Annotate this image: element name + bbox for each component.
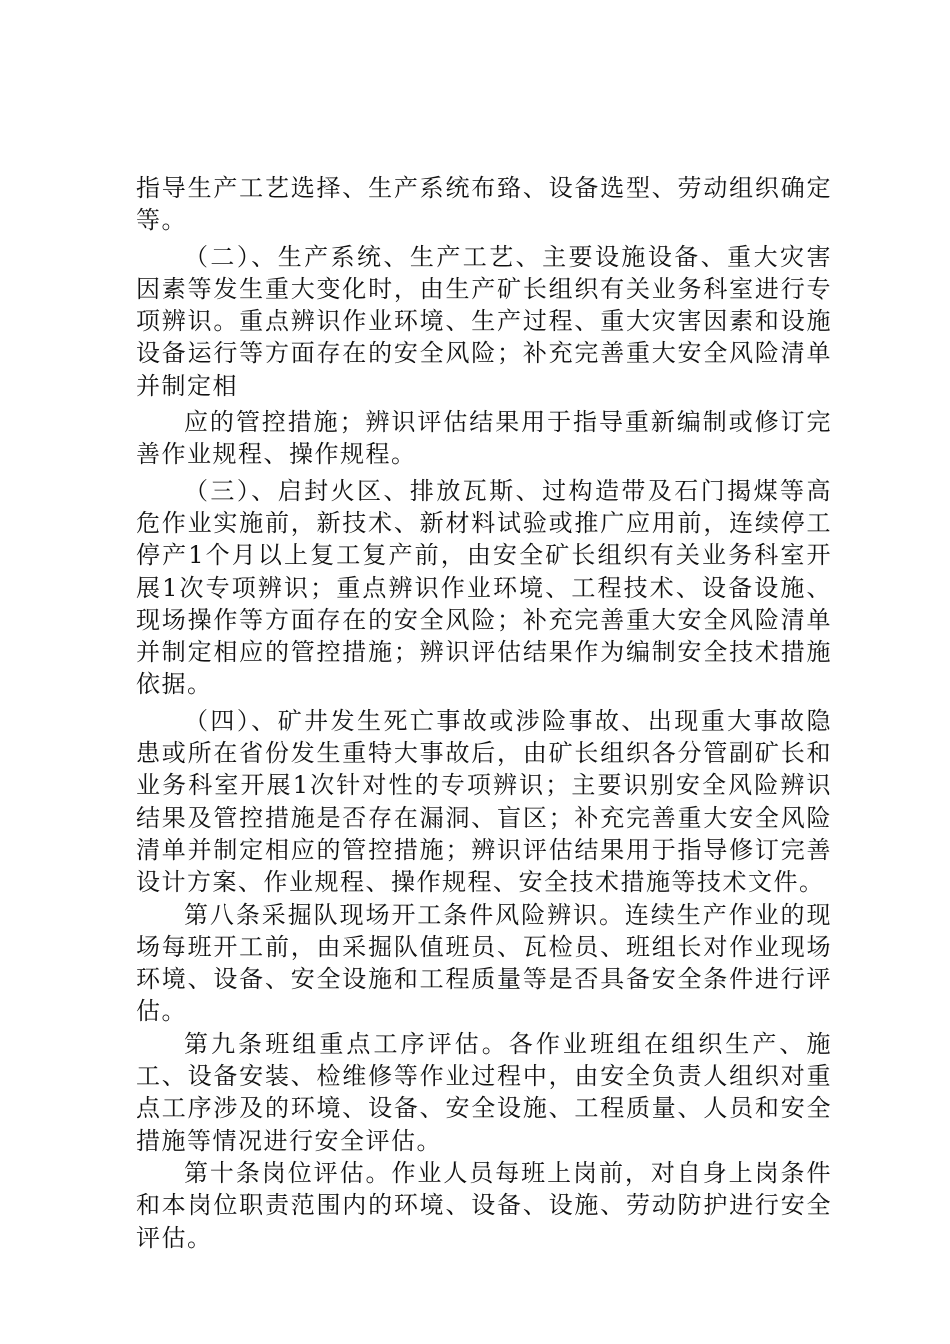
paragraph-article-9: 第九条班组重点工序评估。各作业班组在组织生产、施工、设备安装、检维修等作业过程中，由安全负责人组织对重点工序涉及的环境、设备、安全设施、工程质量、人员和安全措施等情况进行安全评估。 (136, 1029, 832, 1155)
paragraph-article-8: 第八条采掘队现场开工条件风险辨识。连续生产作业的现场每班开工前，由采掘队值班员、瓦检员、班组长对作业现场环境、设备、安全设施和工程质量等是否具备安全条件进行评估。 (136, 900, 832, 1026)
paragraph-continuation: 指导生产工艺选择、生产系统布臵、设备选型、劳动组织确定等。 (136, 174, 832, 235)
paragraph-article-10: 第十条岗位评估。作业人员每班上岗前，对自身上岗条件和本岗位职责范围内的环境、设备、设施、劳动防护进行安全评估。 (136, 1158, 832, 1252)
paragraph-item-2: （二）、生产系统、生产工艺、主要设施设备、重大灾害因素等发生重大变化时，由生产矿长组织有关业务科室进行专项辨识。重点辨识作业环境、生产过程、重大灾害因素和设施设备运行等方面存在的安全风险；补充完善重大安全风险清单并制定相 (136, 242, 832, 400)
paragraph-item-3: （三）、启封火区、排放瓦斯、过构造带及石门揭煤等高危作业实施前，新技术、新材料试验或推广应用前，连续停工停产1个月以上复工复产前，由安全矿长组织有关业务科室开展1次专项辨识；重点辨识作业环境、工程技术、设备设施、现场操作等方面存在的安全风险；补充完善重大安全风险清单并制定相应的管控措施；辨识评估结果作为编制安全技术措施依据。 (136, 476, 832, 699)
paragraph-item-2-continued: 应的管控措施；辨识评估结果用于指导重新编制或修订完善作业规程、操作规程。 (136, 408, 832, 469)
paragraph-item-4: （四）、矿井发生死亡事故或涉险事故、出现重大事故隐患或所在省份发生重特大事故后，由矿长组织各分管副矿长和业务科室开展1次针对性的专项辨识；主要识别安全风险辨识结果及管控措施是否存在漏洞、盲区；补充完善重大安全风险清单并制定相应的管控措施；辨识评估结果用于指导修订完善设计方案、作业规程、操作规程、安全技术措施等技术文件。 (136, 706, 832, 897)
document-body (136, 172, 832, 1254)
